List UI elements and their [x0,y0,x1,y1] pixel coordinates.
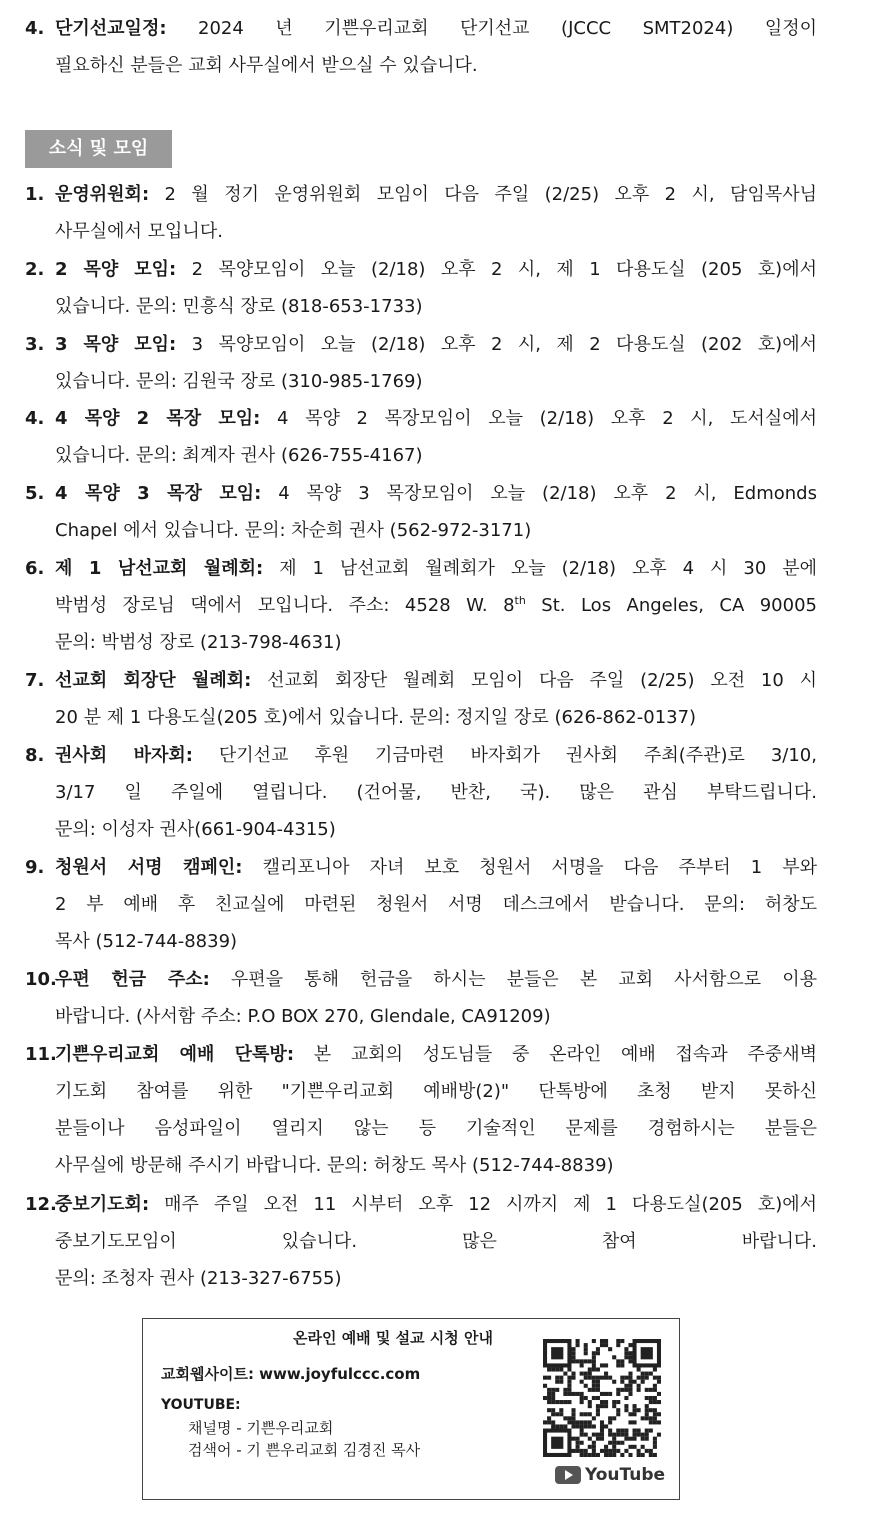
item-text: 3/17 일 주일에 열립니다. (건어물, 반찬, 국). 많은 관심 부탁드립니다. [55,782,817,803]
youtube-label: YOUTUBE: [161,1397,241,1413]
item-line [25,699,817,736]
item-text: 문의: 이성자 권사(661-904-4315) [55,819,336,840]
list-item [25,400,817,474]
item-line [25,176,817,213]
item-line [25,400,817,437]
item-title: 우편 헌금 주소: [55,969,210,991]
item-text: 사무실에서 모입니다. [55,221,223,242]
item-text: Chapel 에서 있습니다. 문의: 차순희 권사 (562-972-3171) [55,520,532,542]
item-text: 바랍니다. (사서함 주소: P.O BOX 270, Glendale, CA91209) [55,1006,551,1028]
item-number: 4. [25,408,45,430]
item-line [25,363,817,400]
item-number: 8. [25,745,45,766]
item-text: 있습니다. 문의: 민흥식 장로 (818-653-1733) [55,295,423,317]
item-text: 2 월 정기 운영위원회 모임이 다음 주일 (2/25) 오후 2 시, 담임목사님 [164,184,817,205]
item-line [25,811,817,848]
list-item [25,475,817,549]
list-item [25,176,817,250]
item-number: 4. [25,18,45,39]
item-text: 있습니다. 문의: 김원국 장로 (310-985-1769) [55,370,423,392]
item-line [25,550,817,587]
item-line [25,475,817,512]
item-line [25,251,817,288]
item-title: 운영위원회: [55,184,150,205]
item-number: 7. [25,670,45,692]
item-text: 목사 (512-744-8839) [55,931,238,953]
item-line [25,437,817,474]
item-line [25,47,817,84]
item-text: 4 목양 2 목장모임이 오늘 (2/18) 오후 2 시, 도서실에서 [277,408,817,430]
item-line [25,923,817,960]
item-line [25,1223,817,1260]
item-text: 2 부 예배 후 친교실에 마련된 청원서 서명 데스크에서 받습니다. 문의: 허창도 [55,894,817,916]
superscript: th [514,594,526,607]
item-number: 9. [25,857,45,879]
item-line [25,662,817,699]
item-text: 문의: 조청자 권사 (213-327-6755) [55,1267,342,1289]
item-line [25,1260,817,1297]
youtube-logo-text: YouTube [585,1465,666,1485]
item-line [25,1110,817,1147]
item-number: 6. [25,558,45,579]
item-line [25,10,817,47]
website-link[interactable]: 교회웹사이트: www.joyfulccc.com [161,1365,421,1383]
item-text: 우편을 통해 헌금을 하시는 분들은 본 교회 사서함으로 이용 [230,969,817,991]
item-line [25,737,817,774]
item-line [25,1147,817,1184]
qr-code-icon[interactable] [543,1339,661,1457]
item-text: 선교회 회장단 월례회 모임이 다음 주일 (2/25) 오전 10 시 [267,670,817,692]
youtube-logo [555,1465,665,1485]
list-item [25,961,817,1035]
item-line [25,1073,817,1110]
item-text: 기도회 참여를 위한 "기쁜우리교회 예배방(2)" 단톡방에 초청 받지 못하신 [55,1081,817,1103]
info-heading: 온라인 예배 및 설교 시청 안내 [293,1329,493,1347]
list-item [25,326,817,400]
item-number: 10. [25,969,57,991]
item-text: 2 목양모임이 오늘 (2/18) 오후 2 시, 제 1 다용도실 (205 호)에서 [191,258,817,280]
item-title: 권사회 바자회: [55,745,193,766]
online-worship-info-box [142,1318,680,1500]
item-line [25,288,817,325]
item-text: 매주 주일 오전 11 시부터 오후 12 시까지 제 1 다용도실(205 호)에서 [164,1193,817,1215]
item-text: 본 교회의 성도님들 중 온라인 예배 접속과 주중새벽 [313,1044,817,1066]
item-number: 3. [25,333,45,355]
item-number: 11. [25,1044,57,1066]
item-text: 박범성 장로님 댁에서 모입니다. 주소: 4528 W. 8 [55,595,515,616]
item-line [25,1186,817,1223]
item-title: 제 1 남선교회 월례회: [55,558,264,579]
item-text: 단기선교 후원 기금마련 바자회가 권사회 주최(주관)로 3/10, [218,745,817,766]
item-text: 중보기도모임이 있습니다. 많은 참여 바랍니다. [55,1230,817,1252]
item-number: 12. [25,1193,57,1215]
item-text: 사무실에 방문해 주시기 바랍니다. 문의: 허창도 목사 (512-744-8839) [55,1155,614,1177]
item-line [25,624,817,661]
item-text: 캘리포니아 자녀 보호 청원서 서명을 다음 주부터 1 부와 [262,857,817,879]
item-line [25,587,817,624]
item-title: 청원서 서명 캠페인: [55,857,243,879]
item-text: St. Los Angeles, CA 90005 [525,595,817,616]
list-item [25,737,817,848]
channel-name: 채널명 - 기쁜우리교회 [188,1419,334,1437]
list-item [25,251,817,325]
item-line [25,998,817,1035]
item-line [25,886,817,923]
item-line [25,213,817,250]
item-text: 20 분 제 1 다용도실(205 호)에서 있습니다. 문의: 정지일 장로 (626-862-0137) [55,707,697,729]
item-title: 4 목양 2 목장 모임: [55,408,261,430]
item-title: 2 목양 모임: [55,258,177,280]
item-text: 필요하신 분들은 교회 사무실에서 받으실 수 있습니다. [55,55,478,76]
item-text: 3 목양모임이 오늘 (2/18) 오후 2 시, 제 2 다용도실 (202 호)에서 [191,333,817,355]
item-title: 중보기도회: [55,1193,150,1215]
list-item [25,849,817,960]
search-term: 검색어 - 기 쁜우리교회 김경진 목사 [188,1441,421,1459]
item-text: 문의: 박범성 장로 (213-798-4631) [55,632,342,653]
item-title: 선교회 회장단 월례회: [55,670,252,692]
item-text: 2024 년 기쁜우리교회 단기선교 (JCCC SMT2024) 일정이 [198,18,817,39]
list-item [25,1186,817,1297]
item-line [25,774,817,811]
item-title: 4 목양 3 목장 모임: [55,483,262,505]
item-line [25,1036,817,1073]
item-title: 3 목양 모임: [55,333,177,355]
item-line [25,326,817,363]
item-number: 1. [25,184,45,205]
section-header: 소식 및 모임 [25,130,172,168]
item-line [25,961,817,998]
item-text: 제 1 남선교회 월례회가 오늘 (2/18) 오후 4 시 30 분에 [279,558,817,579]
item-text: 분들이나 음성파일이 열리지 않는 등 기술적인 문제를 경험하시는 분들은 [55,1118,817,1140]
item-number: 5. [25,483,45,505]
list-item [25,550,817,661]
short-term-mission-item [25,10,817,84]
list-item [25,1036,817,1184]
item-number: 2. [25,258,45,280]
item-line [25,849,817,886]
list-item [25,662,817,736]
item-title: 기쁜우리교회 예배 단톡방: [55,1044,295,1066]
youtube-play-icon [555,1466,581,1484]
item-text: 있습니다. 문의: 최계자 권사 (626-755-4167) [55,445,423,467]
item-text: 4 목양 3 목장모임이 오늘 (2/18) 오후 2 시, Edmonds [278,483,817,505]
item-title: 단기선교일정: [55,18,167,39]
item-line [25,512,817,549]
